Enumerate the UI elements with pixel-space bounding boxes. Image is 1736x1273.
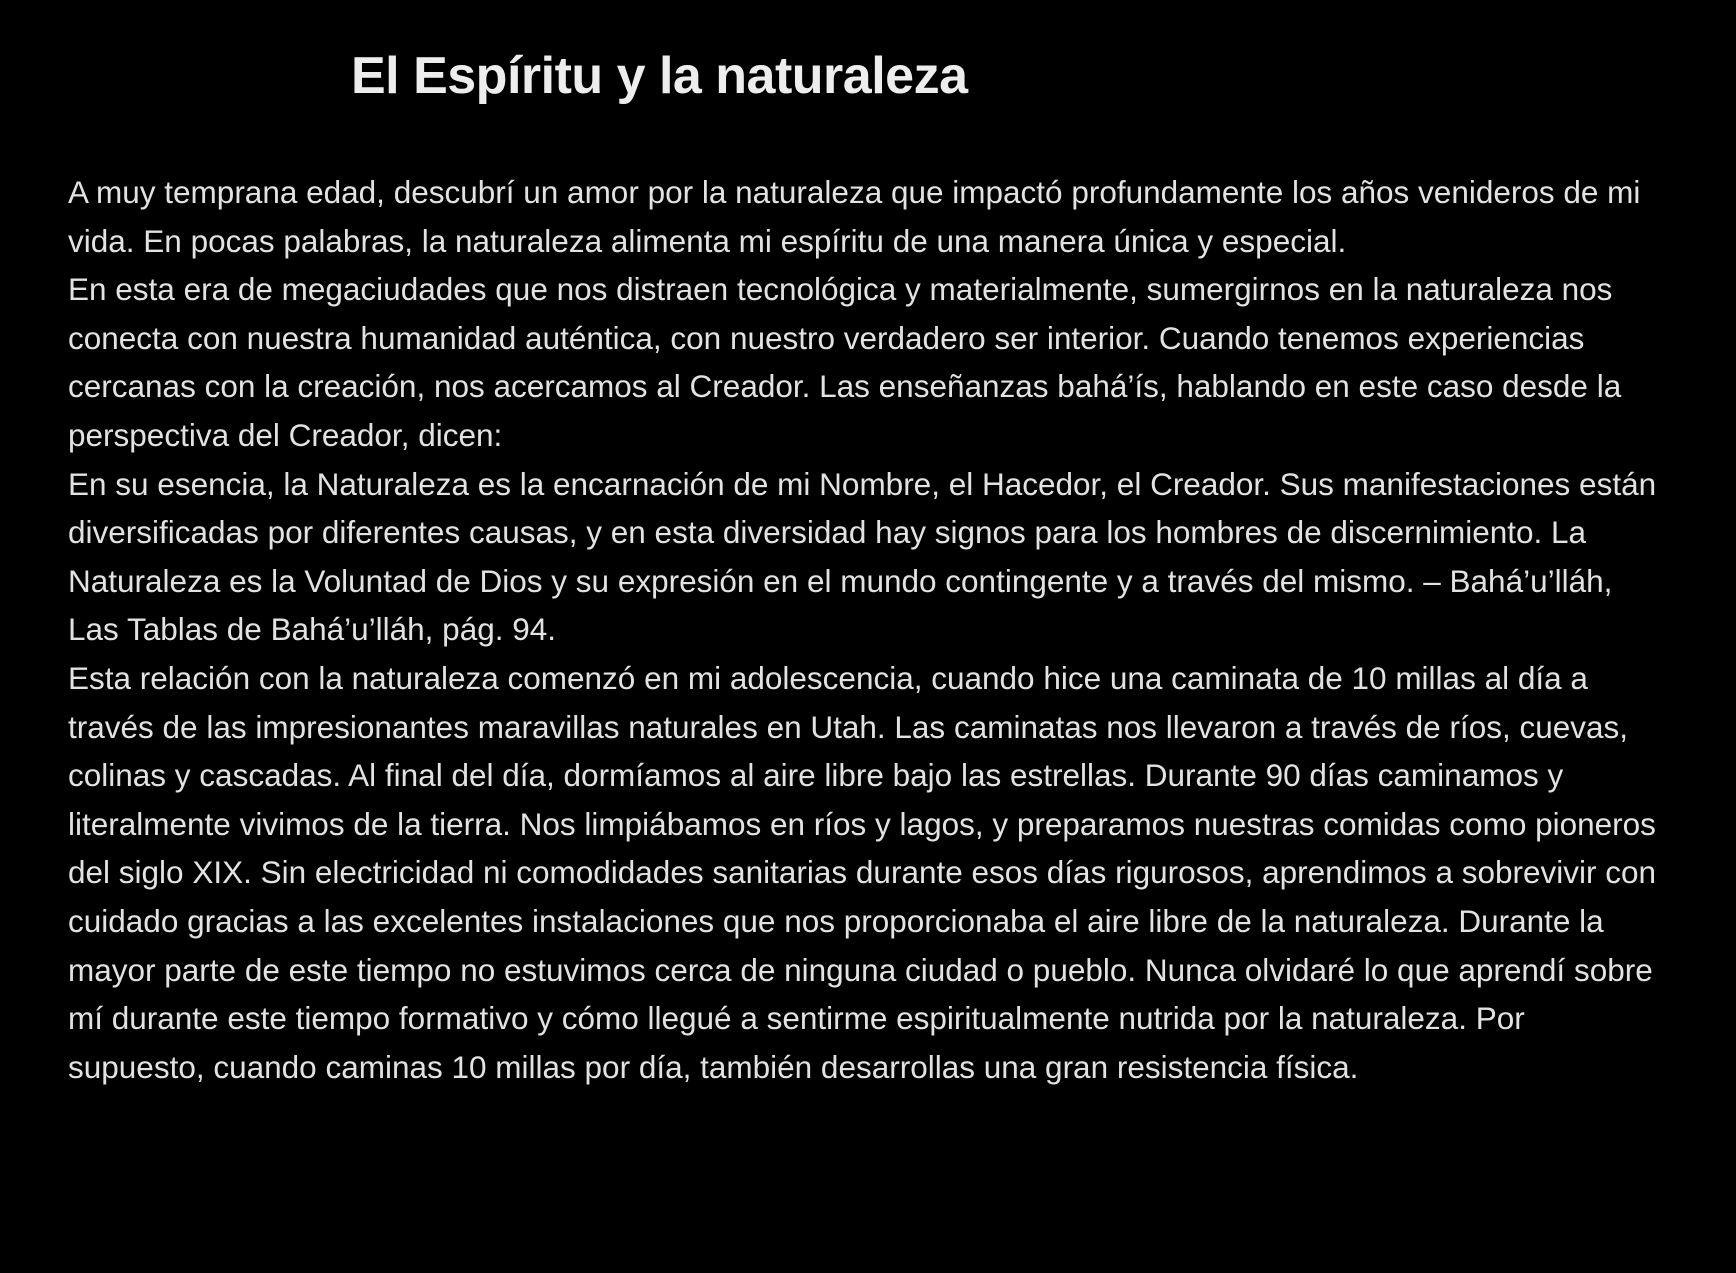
paragraph-utah-hike: Esta relación con la naturaleza comenzó en mi adolescencia, cuando hice una caminata de 10 millas al día a través de las impresionantes maravillas naturales en Utah. Las caminatas nos llevaron a través de ríos, cuevas, colinas y cascadas. Al final del día, dormíamos al aire libre bajo las estrellas. Durante 90 días caminamos y literalmente vivimos de la tierra. Nos limpiábamos en ríos y lagos, y preparamos nuestras comidas como pioneros del siglo XIX. Sin electricidad ni comodidades sanitarias durante esos días rigurosos, aprendimos a sobrevivir con cuidado gracias a las excelentes instalaciones que nos proporcionaba el aire libre de la naturaleza. Durante la mayor parte de este tiempo no estuvimos cerca de ninguna ciudad o pueblo. Nunca olvidaré lo que aprendí sobre mí durante este tiempo formativo y cómo llegué a sentirme espiritualmente nutrida por la naturaleza. Por supuesto, cuando caminas 10 millas por día, también desarrollas una gran resistencia física. <box>68 659 1657 1085</box>
article <box>68 40 1668 1091</box>
paragraph-quote: En su esencia, la Naturaleza es la encarnación de mi Nombre, el Hacedor, el Creador. Sus manifestaciones están diversificadas por diferentes causas, y en esta diversidad hay signos para los hombres de discernimiento. La Naturaleza es la Voluntad de Dios y su expresión en el mundo contingente y a través del mismo. – Bahá’u’lláh, Las Tablas de Bahá’u’lláh, pág. 94. <box>68 465 1657 648</box>
article-title: El Espíritu y la naturaleza <box>351 47 968 105</box>
paragraph-megacities: En esta era de megaciudades que nos distraen tecnológica y materialmente, sumergirnos en la naturaleza nos conecta con nuestra humanidad auténtica, con nuestro verdadero ser interior. Cuando tenemos experiencias cercanas con la creación, nos acercamos al Creador. Las enseñanzas bahá’ís, hablando en este caso desde la perspectiva del Creador, dicen: <box>68 271 1622 453</box>
article-body <box>68 168 1668 1091</box>
paragraph-intro: A muy temprana edad, descubrí un amor por la naturaleza que impactó profundamente los años venideros de mi vida. En pocas palabras, la naturaleza alimenta mi espíritu de una manera única y especial. <box>68 174 1641 259</box>
